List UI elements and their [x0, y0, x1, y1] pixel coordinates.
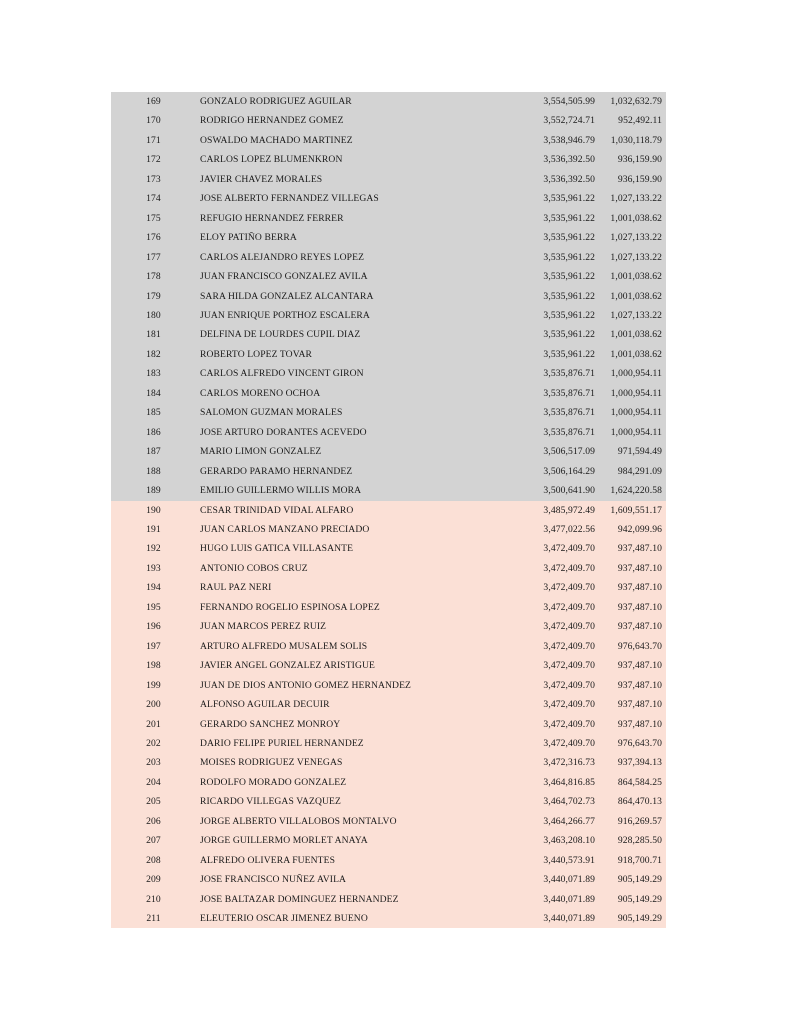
amount-primary: 3,472,409.70	[543, 660, 595, 672]
employee-name: ROBERTO LOPEZ TOVAR	[200, 348, 313, 360]
row-number: 184	[146, 387, 161, 399]
row-number: 175	[146, 212, 161, 224]
employee-name: JUAN CARLOS MANZANO PRECIADO	[200, 523, 370, 535]
table-row	[111, 812, 666, 831]
amount-primary: 3,440,071.89	[543, 913, 595, 925]
employee-name: FERNANDO ROGELIO ESPINOSA LOPEZ	[200, 601, 380, 613]
amount-secondary: 1,027,133.22	[610, 309, 662, 321]
row-number: 191	[146, 523, 161, 535]
row-number: 185	[146, 407, 161, 419]
table-row	[111, 695, 666, 714]
table-row	[111, 267, 666, 286]
employee-name: SALOMON GUZMAN MORALES	[200, 407, 343, 419]
table-row	[111, 578, 666, 597]
amount-secondary: 937,487.10	[617, 543, 662, 555]
amount-primary: 3,464,702.73	[543, 796, 595, 808]
amount-primary: 3,506,517.09	[543, 446, 595, 458]
table-row	[111, 150, 666, 169]
employee-name: JOSE BALTAZAR DOMINGUEZ HERNANDEZ	[200, 893, 399, 905]
row-number: 198	[146, 660, 161, 672]
amount-secondary: 976,643.70	[617, 640, 662, 652]
employee-name: JORGE GUILLERMO MORLET ANAYA	[200, 835, 368, 847]
amount-secondary: 928,285.50	[617, 835, 662, 847]
table-row	[111, 228, 666, 247]
amount-primary: 3,535,961.22	[543, 212, 595, 224]
table-row	[111, 831, 666, 850]
employee-name: JAVIER CHAVEZ MORALES	[200, 173, 323, 185]
amount-secondary: 905,149.29	[617, 913, 662, 925]
amount-secondary: 937,487.10	[617, 621, 662, 633]
employee-name: MARIO LIMON GONZALEZ	[200, 446, 322, 458]
amount-secondary: 937,487.10	[617, 718, 662, 730]
employee-name: RAUL PAZ NERI	[200, 582, 272, 594]
row-number: 173	[146, 173, 161, 185]
amount-primary: 3,440,071.89	[543, 874, 595, 886]
employee-name: JUAN FRANCISCO GONZALEZ AVILA	[200, 271, 368, 283]
row-number: 204	[146, 776, 161, 788]
row-number: 199	[146, 679, 161, 691]
employee-name: JUAN ENRIQUE PORTHOZ ESCALERA	[200, 309, 370, 321]
amount-primary: 3,554,505.99	[543, 96, 595, 107]
employee-name: JUAN MARCOS PEREZ RUIZ	[200, 621, 327, 633]
amount-primary: 3,472,409.70	[543, 601, 595, 613]
employee-name: HUGO LUIS GATICA VILLASANTE	[200, 543, 354, 555]
amount-secondary: 916,269.57	[617, 815, 662, 827]
row-number: 170	[146, 115, 161, 127]
table-row	[111, 773, 666, 792]
amount-secondary: 1,000,954.11	[610, 426, 662, 438]
row-number: 205	[146, 796, 161, 808]
amount-secondary: 1,609,551.17	[610, 504, 662, 516]
amount-secondary: 937,487.10	[617, 699, 662, 711]
employee-name: JUAN DE DIOS ANTONIO GOMEZ HERNANDEZ	[200, 679, 412, 691]
table-row	[111, 131, 666, 150]
row-number: 189	[146, 485, 161, 497]
amount-secondary: 1,001,038.62	[610, 348, 662, 360]
amount-secondary: 937,394.13	[617, 757, 662, 769]
row-number: 194	[146, 582, 161, 594]
employee-name: MOISES RODRIGUEZ VENEGAS	[200, 757, 343, 769]
amount-primary: 3,472,409.70	[543, 679, 595, 691]
row-number: 176	[146, 232, 161, 244]
amount-primary: 3,472,409.70	[543, 562, 595, 574]
amount-secondary: 936,159.90	[617, 173, 662, 185]
row-number: 183	[146, 368, 161, 380]
employee-name: ELOY PATIÑO BERRA	[200, 232, 297, 244]
row-number: 169	[146, 96, 161, 107]
employee-name: ANTONIO COBOS CRUZ	[200, 562, 308, 574]
table-row	[111, 462, 666, 481]
amount-secondary: 937,487.10	[617, 660, 662, 672]
table-row	[111, 559, 666, 578]
row-number: 174	[146, 193, 161, 205]
employee-name: GERARDO SANCHEZ MONROY	[200, 718, 341, 730]
table-row	[111, 909, 666, 928]
table-row	[111, 189, 666, 208]
amount-primary: 3,472,409.70	[543, 699, 595, 711]
table-body	[111, 92, 666, 928]
amount-secondary: 1,000,954.11	[610, 407, 662, 419]
table-row	[111, 325, 666, 344]
row-number: 186	[146, 426, 161, 438]
table-row	[111, 306, 666, 325]
table-row	[111, 792, 666, 811]
amount-secondary: 1,001,038.62	[610, 271, 662, 283]
row-number: 196	[146, 621, 161, 633]
amount-primary: 3,535,876.71	[543, 407, 595, 419]
amount-secondary: 905,149.29	[617, 874, 662, 886]
table-row	[111, 384, 666, 403]
row-number: 201	[146, 718, 161, 730]
row-number: 203	[146, 757, 161, 769]
table-row	[111, 287, 666, 306]
amount-primary: 3,538,946.79	[543, 134, 595, 146]
row-number: 187	[146, 446, 161, 458]
row-number: 211	[146, 913, 161, 925]
amount-primary: 3,535,961.22	[543, 290, 595, 302]
amount-primary: 3,535,961.22	[543, 193, 595, 205]
employee-name: GERARDO PARAMO HERNANDEZ	[200, 465, 353, 477]
employee-name: DARIO FELIPE PURIEL HERNANDEZ	[200, 737, 364, 749]
amount-primary: 3,535,961.22	[543, 329, 595, 341]
row-number: 206	[146, 815, 161, 827]
table-row	[111, 734, 666, 753]
amount-primary: 3,552,724.71	[543, 115, 595, 127]
amount-secondary: 1,030,118.79	[610, 134, 662, 146]
employee-name: EMILIO GUILLERMO WILLIS MORA	[200, 485, 362, 497]
employee-name: CESAR TRINIDAD VIDAL ALFARO	[200, 504, 354, 516]
amount-primary: 3,472,409.70	[543, 621, 595, 633]
row-number: 197	[146, 640, 161, 652]
employee-name: RICARDO VILLEGAS VAZQUEZ	[200, 796, 341, 808]
table-row	[111, 656, 666, 675]
employee-name: JAVIER ANGEL GONZALEZ ARISTIGUE	[200, 660, 375, 672]
employee-name: JOSE ARTURO DORANTES ACEVEDO	[200, 426, 367, 438]
row-number: 182	[146, 348, 161, 360]
table-row	[111, 890, 666, 909]
employee-name: GONZALO RODRIGUEZ AGUILAR	[200, 96, 352, 107]
row-number: 195	[146, 601, 161, 613]
amount-secondary: 1,000,954.11	[610, 368, 662, 380]
row-number: 200	[146, 699, 161, 711]
row-number: 210	[146, 893, 161, 905]
employee-name: SARA HILDA GONZALEZ ALCANTARA	[200, 290, 374, 302]
row-number: 207	[146, 835, 161, 847]
amount-primary: 3,535,961.22	[543, 271, 595, 283]
table-row	[111, 423, 666, 442]
employee-name: CARLOS LOPEZ BLUMENKRON	[200, 154, 343, 166]
row-number: 193	[146, 562, 161, 574]
amount-secondary: 971,594.49	[617, 446, 662, 458]
row-number: 192	[146, 543, 161, 555]
amount-secondary: 984,291.09	[617, 465, 662, 477]
employee-name: ALFREDO OLIVERA FUENTES	[200, 854, 336, 866]
table-row	[111, 520, 666, 539]
row-number: 188	[146, 465, 161, 477]
amount-secondary: 936,159.90	[617, 154, 662, 166]
table-row	[111, 753, 666, 772]
table-row	[111, 248, 666, 267]
employee-name: CARLOS ALEJANDRO REYES LOPEZ	[200, 251, 365, 263]
amount-primary: 3,535,961.22	[543, 309, 595, 321]
table-row	[111, 209, 666, 228]
amount-primary: 3,506,164.29	[543, 465, 595, 477]
table-row	[111, 403, 666, 422]
amount-secondary: 1,001,038.62	[610, 290, 662, 302]
amount-secondary: 937,487.10	[617, 601, 662, 613]
table-row	[111, 111, 666, 130]
amount-secondary: 1,000,954.11	[610, 387, 662, 399]
amount-secondary: 864,584.25	[617, 776, 662, 788]
amount-secondary: 905,149.29	[617, 893, 662, 905]
amount-secondary: 1,001,038.62	[610, 212, 662, 224]
amount-secondary: 937,487.10	[617, 582, 662, 594]
amount-primary: 3,472,409.70	[543, 718, 595, 730]
amount-primary: 3,472,409.70	[543, 737, 595, 749]
table-row	[111, 851, 666, 870]
employee-name: ARTURO ALFREDO MUSALEM SOLIS	[200, 640, 368, 652]
amount-secondary: 952,492.11	[618, 115, 662, 127]
employee-name: ALFONSO AGUILAR DECUIR	[200, 699, 330, 711]
row-number: 190	[146, 504, 161, 516]
row-number: 202	[146, 737, 161, 749]
row-number: 180	[146, 309, 161, 321]
amount-primary: 3,463,208.10	[543, 835, 595, 847]
employee-name: RODRIGO HERNANDEZ GOMEZ	[200, 115, 344, 127]
amount-secondary: 1,001,038.62	[610, 329, 662, 341]
row-number: 181	[146, 329, 161, 341]
employee-name: CARLOS ALFREDO VINCENT GIRON	[200, 368, 364, 380]
amount-secondary: 1,027,133.22	[610, 251, 662, 263]
amount-secondary: 937,487.10	[617, 562, 662, 574]
amount-secondary: 864,470.13	[617, 796, 662, 808]
table-row	[111, 442, 666, 461]
employee-name: REFUGIO HERNANDEZ FERRER	[200, 212, 344, 224]
table-row	[111, 617, 666, 636]
amount-secondary: 937,487.10	[617, 679, 662, 691]
row-number: 171	[146, 134, 161, 146]
employee-name: CARLOS MORENO OCHOA	[200, 387, 321, 399]
amount-primary: 3,536,392.50	[543, 173, 595, 185]
table-row	[111, 364, 666, 383]
amount-primary: 3,536,392.50	[543, 154, 595, 166]
table-row	[111, 481, 666, 500]
amount-primary: 3,472,409.70	[543, 582, 595, 594]
amount-secondary: 1,027,133.22	[610, 193, 662, 205]
amount-primary: 3,472,409.70	[543, 640, 595, 652]
row-number: 177	[146, 251, 161, 263]
table-row	[111, 539, 666, 558]
table-row	[111, 598, 666, 617]
table-row	[111, 92, 666, 111]
row-number: 179	[146, 290, 161, 302]
amount-primary: 3,477,022.56	[543, 523, 595, 535]
employee-name: JORGE ALBERTO VILLALOBOS MONTALVO	[200, 815, 397, 827]
employee-name: RODOLFO MORADO GONZALEZ	[200, 776, 347, 788]
table-row	[111, 170, 666, 189]
table-row	[111, 715, 666, 734]
amount-secondary: 942,099.96	[617, 523, 662, 535]
amount-primary: 3,485,972.49	[543, 504, 595, 516]
employee-name: JOSE ALBERTO FERNANDEZ VILLEGAS	[200, 193, 379, 205]
amount-secondary: 976,643.70	[617, 737, 662, 749]
amount-secondary: 1,027,133.22	[610, 232, 662, 244]
amount-primary: 3,472,316.73	[543, 757, 595, 769]
employee-name: DELFINA DE LOURDES CUPIL DIAZ	[200, 329, 361, 341]
amount-primary: 3,464,816.85	[543, 776, 595, 788]
employee-name: ELEUTERIO OSCAR JIMENEZ BUENO	[200, 913, 368, 925]
amount-primary: 3,535,876.71	[543, 426, 595, 438]
amount-primary: 3,464,266.77	[543, 815, 595, 827]
table-row	[111, 501, 666, 520]
amount-primary: 3,472,409.70	[543, 543, 595, 555]
salary-table	[111, 92, 666, 928]
table-row	[111, 345, 666, 364]
employee-name: JOSE FRANCISCO NUÑEZ AVILA	[200, 874, 347, 886]
amount-primary: 3,535,876.71	[543, 368, 595, 380]
amount-primary: 3,440,573.91	[543, 854, 595, 866]
amount-secondary: 918,700.71	[617, 854, 662, 866]
amount-primary: 3,535,961.22	[543, 348, 595, 360]
row-number: 208	[146, 854, 161, 866]
amount-primary: 3,535,961.22	[543, 232, 595, 244]
table-row	[111, 870, 666, 889]
employee-name: OSWALDO MACHADO MARTINEZ	[200, 134, 353, 146]
row-number: 178	[146, 271, 161, 283]
table-row	[111, 637, 666, 656]
table-row	[111, 676, 666, 695]
row-number: 172	[146, 154, 161, 166]
amount-primary: 3,535,876.71	[543, 387, 595, 399]
amount-secondary: 1,032,632.79	[610, 96, 662, 107]
amount-secondary: 1,624,220.58	[610, 485, 662, 497]
amount-primary: 3,440,071.89	[543, 893, 595, 905]
amount-primary: 3,535,961.22	[543, 251, 595, 263]
amount-primary: 3,500,641.90	[543, 485, 595, 497]
row-number: 209	[146, 874, 161, 886]
